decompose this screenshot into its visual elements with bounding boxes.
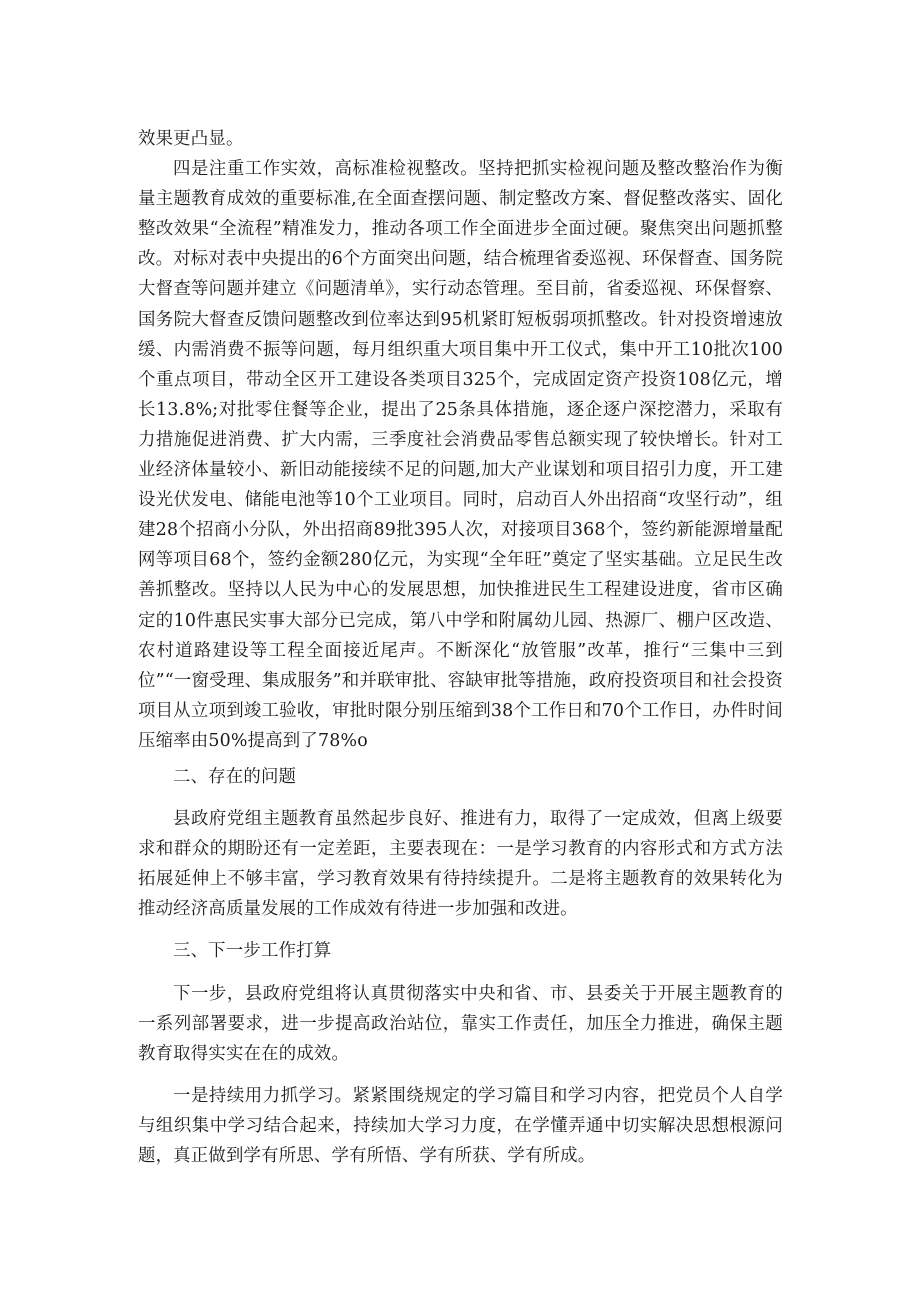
paragraph-continuation: 效果更凸显。 bbox=[138, 129, 244, 149]
paragraph-study: 一是持续用力抓学习。紧紧围绕规定的学习篇目和学习内容，把党员个人自学与组织集中学习结合起来，持续加大学习力度，在学懂弄通中切实解决思想根源问题，真正做到学有所思、学有所悟、学有所获、学有所成。 bbox=[138, 1085, 783, 1166]
paragraph-next-steps: 下一步，县政府党组将认真贯彻落实中央和省、市、县委关于开展主题教育的一系列部署要求，进一步提高政治站位，靠实工作责任，加压全力推进，确保主题教育取得实实在在的成效。 bbox=[138, 983, 783, 1064]
paragraph-rectification: 四是注重工作实效，高标准检视整改。坚持把抓实检视问题及整改整治作为衡量主题教育成效的重要标准,在全面查摆问题、制定整改方案、督促整改落实、固化整改效果“全流程”精准发力，推动各项工作全面进步全面过硬。聚焦突出问题抓整改。对标对表中央提出的6个方面突出问题，结合梳理省委巡视、环保督查、国务院大督查等问题并建立《问题清单》，实行动态管理。至目前，省委巡视、环保督察、国务院大督查反馈问题整改到位率达到95机紧盯短板弱项抓整改。针对投资增速放缓、内需消费不振等问题，每月组织重大项目集中开工仪式，集中开工10批次100个重点项目，带动全区开工建设各类项目325个，完成固定资产投资108亿元，增长13.8%;对批零住餐等企业，提出了25条具体措施，逐企逐户深挖潜力，采取有力措施促进消费、扩大内需，三季度社会消费品零售总额实现了较快增长。针对工业经济体量较小、新旧动能接续不足的问题,加大产业谋划和项目招引力度，开工建设光伏发电、储能电池等10个工业项目。同时，启动百人外出招商“攻坚行动”，组建28个招商小分队，外出招商89批395人次，对接项目368个，签约新能源增量配网等项目68个，签约金额280亿元，为实现“全年旺”奠定了坚实基础。立足民生改善抓整改。坚持以人民为中心的发展思想，加快推进民生工程建设进度，省市区确定的10件惠民实事大部分已完成，第八中学和附属幼儿园、热源厂、棚户区改造、农村道路建设等工程全面接近尾声。不断深化“放管服”改革，推行“三集中三到位”“一窗受理、集成服务”和并联审批、容缺审批等措施，政府投资项目和社会投资项目从立项到竣工验收，审批时限分别压缩到38个工作日和70个工作日，办件时间压缩率由50%提高到了78%o bbox=[138, 159, 783, 751]
section-heading-problems: 二、存在的问题 bbox=[173, 766, 297, 787]
section-heading-next-steps: 三、下一步工作打算 bbox=[173, 941, 332, 962]
paragraph-problems: 县政府党组主题教育虽然起步良好、推进有力，取得了一定成效，但离上级要求和群众的期盼还有一定差距，主要表现在：一是学习教育的内容形式和方式方法拓展延伸上不够丰富，学习教育效果有待持续提升。二是将主题教育的效果转化为推动经济高质量发展的工作成效有待进一步加强和改进。 bbox=[138, 809, 783, 920]
document-body bbox=[138, 124, 783, 1171]
